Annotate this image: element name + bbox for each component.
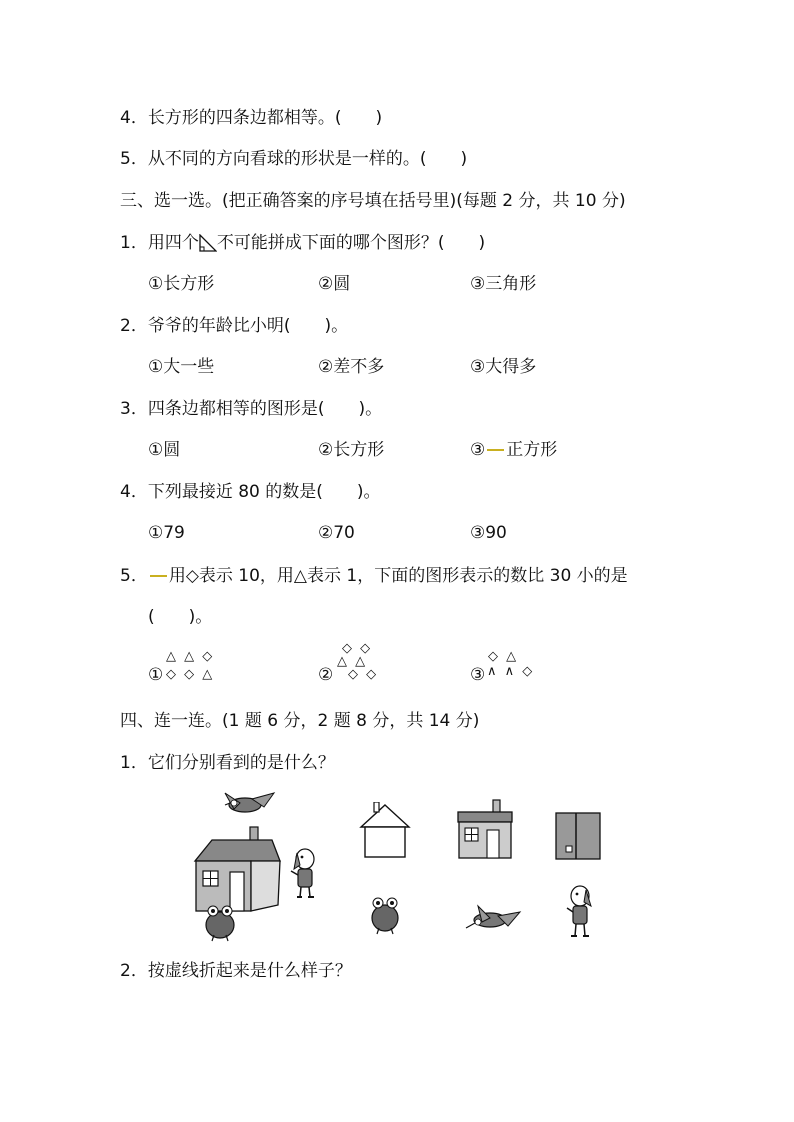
- s3-q5-opt2-top-shapes: ◇ ◇: [342, 641, 373, 656]
- s3-q3-opt-3-text: 正方形: [506, 440, 558, 460]
- s3-q5-opt3-top-shapes: ◇ △: [488, 649, 519, 664]
- section3-title: 三、选一选。(把正确答案的序号填在括号里)(每题 2 分，共 10 分): [120, 191, 626, 211]
- house-side-view: [553, 810, 603, 862]
- s3-q4-opt-1: ①79: [148, 523, 185, 543]
- judge-item-4: 4．长方形的四条边都相等。( ): [120, 108, 383, 128]
- s4-q1-stem: 1．它们分别看到的是什么？: [120, 753, 335, 773]
- house-front-view-detailed: [455, 798, 515, 860]
- s4-q2-stem: 2．按虚线折起来是什么样子？: [120, 961, 352, 981]
- highlight-mark: [150, 575, 167, 577]
- s3-q1-opt-2: ②圆: [318, 274, 351, 294]
- s3-q2-opt-2: ②差不多: [318, 357, 385, 377]
- s3-q1-opt-1: ①长方形: [148, 274, 215, 294]
- bird-option-icon: [462, 900, 522, 936]
- s3-q5-opt1-top-shapes: △ △ ◇: [166, 649, 215, 664]
- frog-option-icon: [368, 892, 402, 936]
- s3-q5-opt2-bottom-shapes: ◇ ◇: [348, 667, 379, 682]
- s3-q5-stem: [120, 565, 628, 587]
- s3-q3-opt-3: [470, 439, 557, 461]
- s3-q5-text: 用◇表示 10，用△表示 1，下面的图形表示的数比 30 小的是: [168, 566, 628, 586]
- s3-q3-opt-3-label: ③: [470, 440, 486, 460]
- s3-q5-opt1-bottom-shapes: ◇ ◇ △: [166, 667, 215, 682]
- s3-q3-opt-2: ②长方形: [318, 440, 385, 460]
- s3-q5-opt2-mid-shapes: △ △: [337, 654, 368, 669]
- s3-q1-opt-3: ③三角形: [470, 274, 537, 294]
- s3-q3-opt-1: ①圆: [148, 440, 181, 460]
- s3-q5-num: 5．: [120, 566, 148, 586]
- house-icon: [195, 827, 280, 911]
- section4-title: 四、连一连。(1 题 6 分，2 题 8 分，共 14 分): [120, 711, 480, 731]
- s3-q1-stem: [120, 232, 485, 254]
- right-triangle-icon: [199, 234, 217, 252]
- s3-q1-stem-b: 不可能拼成下面的哪个图形？( ): [216, 233, 486, 253]
- dog-option-icon: [564, 882, 598, 940]
- s3-q5-opt1-label: ①: [148, 665, 164, 685]
- highlight-mark: [487, 449, 504, 451]
- s3-q4-opt-2: ②70: [318, 523, 355, 543]
- s3-q2-opt-3: ③大得多: [470, 357, 537, 377]
- s3-q2-stem: 2．爷爷的年龄比小明( )。: [120, 316, 349, 336]
- s3-q2-opt-1: ①大一些: [148, 357, 215, 377]
- s3-q5-opt3-label: ③: [470, 665, 486, 685]
- s3-q5-opt2-label: ②: [318, 665, 334, 685]
- s3-q1-stem-a: 1．用四个: [120, 233, 199, 253]
- judge-item-5: 5．从不同的方向看球的形状是一样的。( ): [120, 149, 468, 169]
- s3-q5-opt3-bottom-shapes: ∧ ∧ ◇: [487, 664, 535, 679]
- s3-q5-stem2: ( )。: [148, 607, 213, 627]
- house-front-view-simple: [358, 802, 412, 860]
- bird-icon: [225, 793, 274, 812]
- dog-icon: [288, 845, 322, 901]
- s3-q4-stem: 4．下列最接近 80 的数是( )。: [120, 482, 381, 502]
- s3-q3-stem: 3．四条边都相等的图形是( )。: [120, 399, 383, 419]
- s3-q4-opt-3: ③90: [470, 523, 507, 543]
- house-scene-illustration: [190, 785, 290, 945]
